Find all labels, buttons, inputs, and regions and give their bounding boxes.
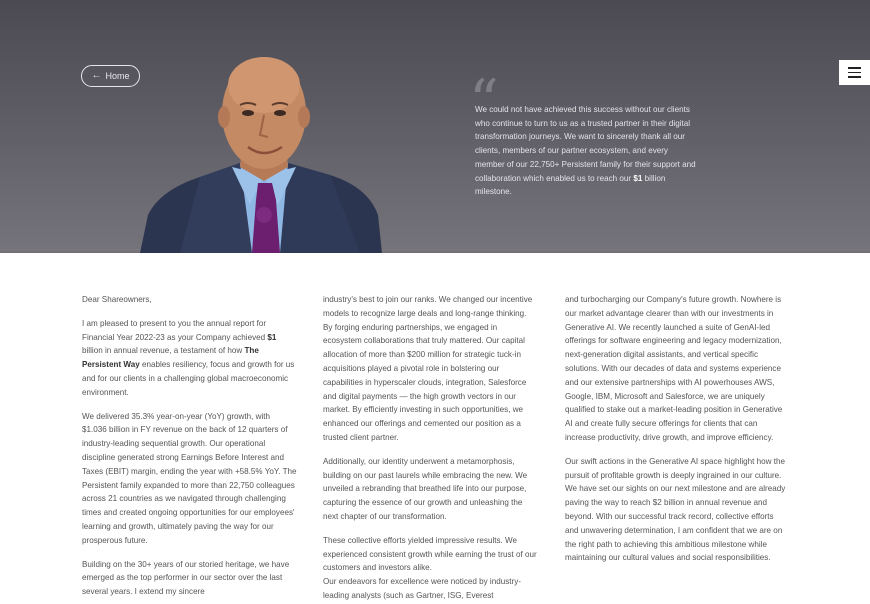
quote-mark-icon: “ — [469, 67, 499, 135]
home-button[interactable] — [81, 65, 140, 87]
letter-paragraph — [323, 534, 538, 575]
text-run: I am pleased to present to you the annual report for Financial Year 2022-23 as your Company achieved — [82, 318, 268, 342]
text-run: billion in annual revenue, a testament of how — [82, 346, 245, 356]
quote-text-part: billion milestone. — [475, 173, 666, 197]
ceo-portrait — [140, 55, 385, 253]
letter-paragraph — [82, 317, 297, 400]
salutation: Dear Shareowners, — [82, 295, 152, 304]
text-run: These collective efforts yielded impressive results. We experienced consistent growth while earning the trust of our customers and investors alike. — [323, 535, 537, 573]
letter-paragraph: Our swift actions in the Generative AI space highlight how the pursuit of profitable growth is deeply ingrained in our culture. We have set our sights on our next milestone and are already paving the way to reach $2 billion in annual revenue and beyond. With our successful track record, collective efforts and unwavering determination, I am confident that we are on the right path to achieving this ambitious milestone while maintaining our cultural values and social responsibilities. — [565, 456, 786, 563]
hero-quote — [475, 103, 697, 199]
letter-paragraph: We delivered 35.3% year-on-year (YoY) growth, with $1.036 billion in FY revenue on the back of 12 quarters of industry-leading sequential growth. Our operational discipline generated strong Earnings Before Interest and Taxes (EBIT) margin, ending the year with +58.5% YoY. The Persistent family expanded to more than 22,750 colleagues across 21 countries as we navigated through challenging times and created ongoing opportunities for our employees' learning and growth, ultimately paving the way for our prosperous future. — [82, 411, 297, 545]
letter-paragraph: Additionally, our identity underwent a metamorphosis, building on our past laurels while embracing the new. We unveiled a rebranding that breathed life into our purpose, capturing the essence of our growth and unleashing the next chapter of our transformation. — [323, 456, 528, 521]
letter-paragraph: industry's best to join our ranks. We changed our incentive models to recognize large deals and long-range thinking. By forging enduring partnerships, we engaged in ecosystem collaborations that truly mattered. Our capital allocation of more than $200 million for strategic tuck-in acquisitions played a pivotal role in bolstering our capabilities in hyperscaler clouds, integration, Salesforce and digital payments — the high growth vectors in our market. By efficiently investing in such opportunities, we enhanced our offerings and cemented our position as a trusted client partner. — [323, 295, 533, 442]
home-button-label: Home — [105, 71, 130, 81]
hero-divider — [0, 249, 870, 253]
letter-paragraph: Building on the 30+ years of our storied heritage, we have emerged as the top performer in our sector over the last several years. I extend my sincere — [82, 559, 290, 597]
hamburger-menu-icon[interactable] — [839, 60, 870, 85]
quote-text-bold: $1 — [633, 173, 643, 183]
hero-banner — [0, 0, 870, 253]
arrow-left-icon: ← — [91, 70, 102, 81]
letter-column-2 — [323, 293, 538, 604]
letter-paragraph: and turbocharging our Company's future growth. Nowhere is our market advantage clearer than with our investments in Generative AI. We recently launched a suite of GenAI-led offerings for software engineering and legacy modernization, next-generation digital assistants, and vertical specific solutions. With our decades of data and systems experience and our extensive partnerships with AI powerhouses AWS, Google, IBM, Microsoft and Salesforce, we are uniquely qualified to stake out a market-leading position in Generative AI and create fully secure offerings for clients that can increase productivity, drive growth, and improve efficiency. — [565, 295, 783, 442]
letter-column-3 — [565, 293, 787, 575]
text-bold: $1 — [267, 332, 277, 342]
quote-text-part: We could not have achieved this success without our clients who continue to turn to us as a trusted partner in their digital transformation journeys. We want to sincerely thank all our clients, members of our partner ecosystem, and every member of our 22,750+ Persistent family for their support and collaboration which enabled us to reach our — [475, 105, 696, 183]
text-bold: The Persistent Way — [82, 346, 259, 370]
letter-column-1 — [82, 293, 297, 604]
text-run: enables resiliency, focus and growth for us and for our clients in a challenging global macroeconomic environment. — [82, 360, 295, 397]
letter-paragraph: Our endeavors for excellence were noticed by industry-leading analysts (such as Gartner, ISG, Everest — [323, 577, 521, 600]
